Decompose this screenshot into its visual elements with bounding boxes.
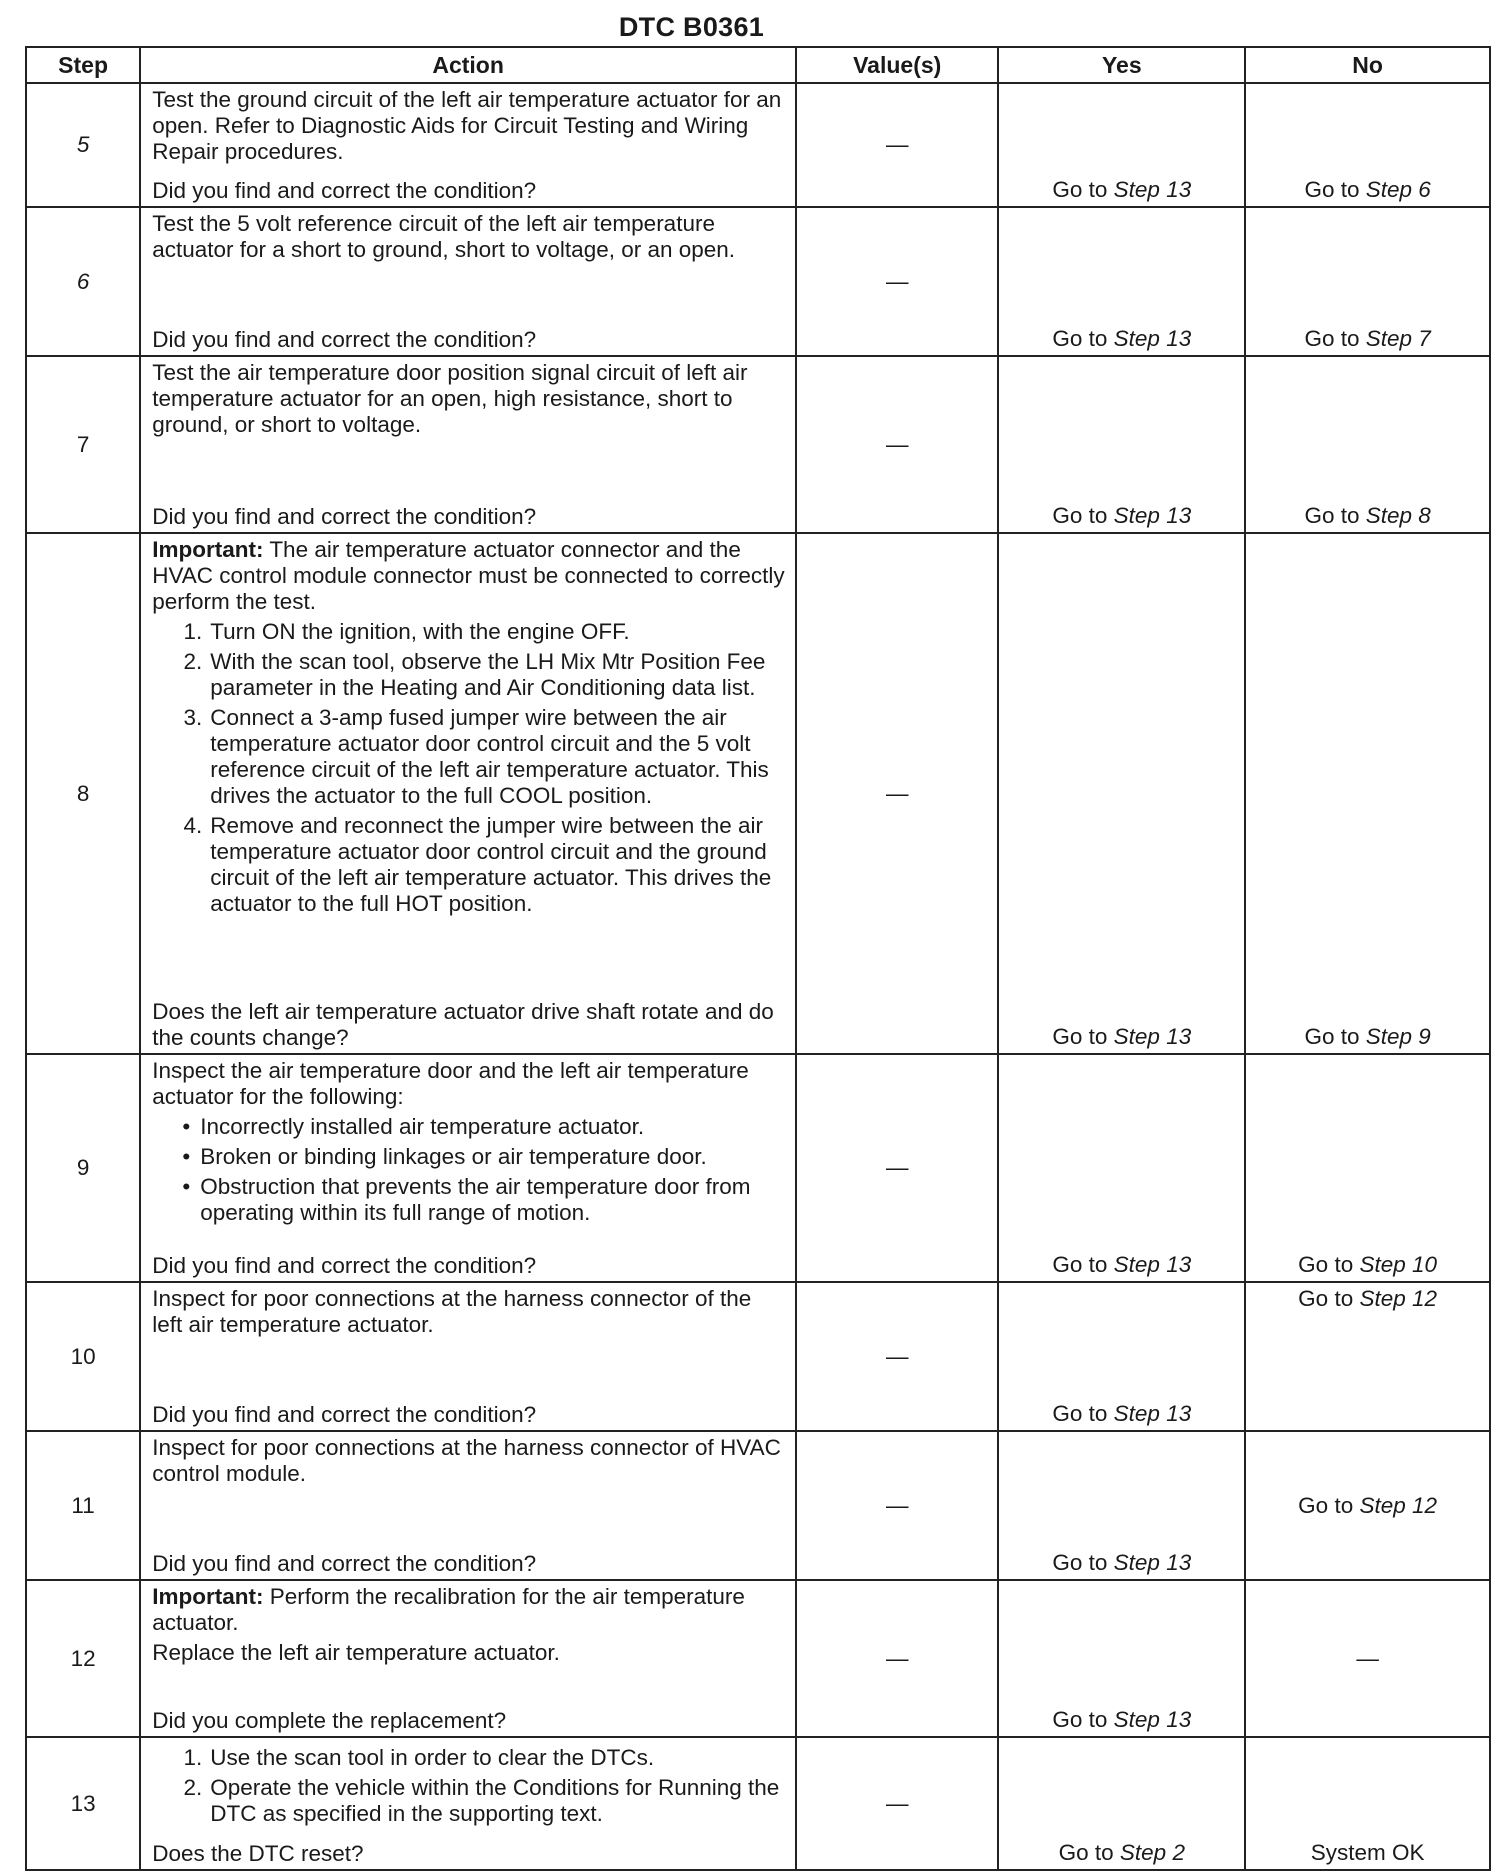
step-word: Step [1365,1024,1413,1049]
action-text: Test the 5 volt reference circuit of the left air temperature actuator for a short to ground, short to voltage, or an open. [152,211,736,262]
step-ref: 12 [1412,1286,1438,1311]
table-row [26,1054,1490,1282]
no-cell [1245,207,1490,356]
important-note [152,537,787,615]
list-item [152,1174,787,1226]
go-to-label: Go to [1298,1252,1354,1277]
action-question: Did you find and correct the condition? [152,1551,537,1576]
step-number: 11 [26,1431,140,1580]
list-number: 2. [183,649,203,674]
list-text: With the scan tool, observe the LH Mix Mtr Position Fee parameter in the Heating and Air Conditioning data list. [210,649,766,700]
no-result: — [1356,1645,1379,1671]
list-number: 2. [183,1775,203,1800]
list-item [152,619,787,645]
step-ref: 13 [1166,1024,1192,1049]
yes-cell [998,1431,1245,1580]
action-cell [140,533,796,1054]
action-text: Replace the left air temperature actuator. [152,1640,560,1665]
list-item [152,1775,787,1827]
step-ref: 13 [1166,1401,1192,1426]
action-cell [140,1580,796,1737]
list-text: Operate the vehicle within the Conditions for Running the DTC as specified in the supporting text. [210,1775,780,1826]
no-result [1246,503,1489,529]
step-ref: 13 [1166,326,1192,351]
step-word: Step [1365,326,1413,351]
important-text: Perform the recalibration for the air temperature actuator. [152,1584,745,1635]
numbered-list [152,1745,787,1827]
yes-result [999,503,1244,529]
go-to-label: Go to [1304,326,1360,351]
no-cell [1245,1282,1490,1431]
go-to-label: Go to [1052,326,1108,351]
no-cell [1245,1054,1490,1282]
step-number: 9 [26,1054,140,1282]
table-row [26,207,1490,356]
table-row [26,1282,1490,1431]
list-number: 1. [183,1745,203,1770]
yes-cell [998,1282,1245,1431]
step-number: 7 [26,356,140,533]
yes-result [999,1252,1244,1278]
step-word: Step [1359,1252,1406,1277]
no-cell [1245,1431,1490,1580]
list-item [152,1114,787,1140]
table-row [26,356,1490,533]
go-to-label: Go to [1058,1840,1114,1865]
go-to-label: Go to [1052,503,1108,528]
value-cell: — [796,1580,998,1737]
step-ref: 13 [1166,1550,1192,1575]
step-word: Step [1113,1401,1160,1426]
important-label: Important: [152,537,264,562]
action-cell [140,1054,796,1282]
step-word: Step [1359,1286,1406,1311]
step-word: Step [1365,503,1413,528]
go-to-label: Go to [1304,503,1360,528]
important-label: Important: [152,1584,264,1609]
list-text: Connect a 3-amp fused jumper wire between the air temperature actuator door control circuit and the 5 volt reference circuit of the left air temperature actuator. This drives the actuator to the full COOL position. [210,705,769,808]
header-row [26,47,1490,83]
yes-cell [998,207,1245,356]
list-item [152,813,787,917]
value-cell: — [796,207,998,356]
no-result [1246,1024,1489,1050]
step-ref: 9 [1418,1024,1431,1049]
yes-cell [998,1580,1245,1737]
action-question: Did you complete the replacement? [152,1708,507,1733]
step-word: Step [1113,177,1160,202]
list-item [152,649,787,701]
step-number: 12 [26,1580,140,1737]
action-question: Did you find and correct the condition? [152,327,537,352]
header-no: No [1245,47,1490,83]
yes-cell [998,83,1245,207]
yes-cell [998,356,1245,533]
step-word: Step [1113,1550,1160,1575]
value-cell: — [796,533,998,1054]
table-row [26,1580,1490,1737]
no-result [1246,1252,1489,1278]
go-to-label: Go to [1298,1492,1354,1518]
step-ref: 13 [1166,503,1192,528]
list-text: Broken or binding linkages or air temperature door. [200,1144,707,1169]
action-text: Inspect the air temperature door and the left air temperature actuator for the following: [152,1058,749,1109]
step-word: Step [1365,177,1413,202]
step-word: Step [1113,1252,1160,1277]
no-result: System OK [1310,1840,1425,1865]
action-cell [140,1282,796,1431]
go-to-label: Go to [1052,1024,1108,1049]
step-number: 8 [26,533,140,1054]
go-to-label: Go to [1052,1401,1108,1426]
yes-cell [998,1737,1245,1870]
document-title: DTC B0361 [618,12,765,42]
go-to-label: Go to [1052,1550,1108,1575]
no-cell [1245,83,1490,207]
yes-result [999,1401,1244,1427]
action-text: Test the ground circuit of the left air temperature actuator for an open. Refer to Diagnostic Aids for Circuit Testing and Wiring Repair procedures. [152,87,782,164]
list-item [152,705,787,809]
table-row [26,83,1490,207]
go-to-label: Go to [1052,1707,1108,1732]
no-result [1246,1493,1489,1519]
list-text: Remove and reconnect the jumper wire between the air temperature actuator door control circuit and the ground circuit of the left air temperature actuator. This drives the actuator to the full HOT position. [210,813,772,916]
step-ref: 13 [1166,1707,1192,1732]
bullet-icon: • [182,1144,191,1169]
action-text: Inspect for poor connections at the harness connector of HVAC control module. [152,1435,781,1486]
yes-result [999,1024,1244,1050]
bullet-icon: • [182,1174,191,1199]
action-text: Test the air temperature door position signal circuit of left air temperature actuator for an open, high resistance, short to ground, or short to voltage. [152,360,748,437]
bullet-icon: • [182,1114,191,1139]
action-question: Did you find and correct the condition? [152,1402,537,1427]
no-result [1246,326,1489,352]
header-values: Value(s) [796,47,998,83]
action-text: Inspect for poor connections at the harness connector of the left air temperature actuator. [152,1286,752,1337]
list-item [152,1745,787,1771]
important-text: The air temperature actuator connector and the HVAC control module connector must be connected to correctly perform the test. [152,537,785,614]
value-cell: — [796,83,998,207]
yes-result [999,1707,1244,1733]
go-to-label: Go to [1052,1252,1108,1277]
no-result [1246,177,1489,203]
step-word: Step [1113,1707,1160,1732]
value-cell: — [796,1054,998,1282]
important-note [152,1584,787,1636]
step-ref: 12 [1412,1492,1438,1518]
bullet-list [152,1114,787,1226]
list-number: 3. [183,705,203,730]
value-cell: — [796,1282,998,1431]
action-cell [140,83,796,207]
step-word: Step [1113,1024,1160,1049]
step-word: Step [1113,503,1160,528]
dtc-table [25,46,1491,1871]
step-number: 5 [26,83,140,207]
step-word: Step [1113,326,1160,351]
list-number: 4. [183,813,203,838]
value-cell: — [796,1431,998,1580]
list-text: Turn ON the ignition, with the engine OFF. [210,619,630,644]
action-cell [140,356,796,533]
table-row [26,1431,1490,1580]
no-cell [1245,356,1490,533]
action-cell [140,207,796,356]
go-to-label: Go to [1298,1286,1354,1311]
no-result [1246,1286,1489,1312]
step-ref: 8 [1418,503,1431,528]
yes-result [999,177,1244,203]
no-cell [1245,1737,1490,1870]
value-cell: — [796,356,998,533]
go-to-label: Go to [1304,177,1360,202]
list-number: 1. [183,619,203,644]
step-word: Step [1119,1840,1167,1865]
action-cell [140,1737,796,1870]
yes-result [999,1840,1244,1866]
numbered-list [152,619,787,917]
header-yes: Yes [998,47,1245,83]
yes-result [999,1550,1244,1576]
header-action: Action [140,47,796,83]
action-question: Did you find and correct the condition? [152,504,537,529]
step-ref: 7 [1418,326,1431,351]
step-word: Step [1359,1492,1406,1518]
table-row [26,1737,1490,1870]
action-question: Does the left air temperature actuator drive shaft rotate and do the counts change? [152,999,774,1050]
step-number: 10 [26,1282,140,1431]
step-ref: 13 [1166,177,1192,202]
list-item [152,1144,787,1170]
value-cell: — [796,1737,998,1870]
action-cell [140,1431,796,1580]
step-number: 6 [26,207,140,356]
go-to-label: Go to [1052,177,1108,202]
step-ref: 2 [1172,1840,1185,1865]
action-question: Did you find and correct the condition? [152,1253,537,1278]
go-to-label: Go to [1304,1024,1360,1049]
header-step: Step [26,47,140,83]
yes-result [999,326,1244,352]
step-ref: 13 [1166,1252,1192,1277]
yes-cell [998,1054,1245,1282]
action-question: Does the DTC reset? [152,1841,364,1866]
list-text: Obstruction that prevents the air temperature door from operating within its full range of motion. [200,1174,751,1225]
action-question: Did you find and correct the condition? [152,178,537,203]
list-text: Use the scan tool in order to clear the DTCs. [210,1745,655,1770]
step-number: 13 [26,1737,140,1870]
yes-cell [998,533,1245,1054]
list-text: Incorrectly installed air temperature actuator. [200,1114,645,1139]
step-ref: 10 [1412,1252,1438,1277]
step-ref: 6 [1418,177,1431,202]
no-cell [1245,533,1490,1054]
table-row [26,533,1490,1054]
no-cell [1245,1580,1490,1737]
